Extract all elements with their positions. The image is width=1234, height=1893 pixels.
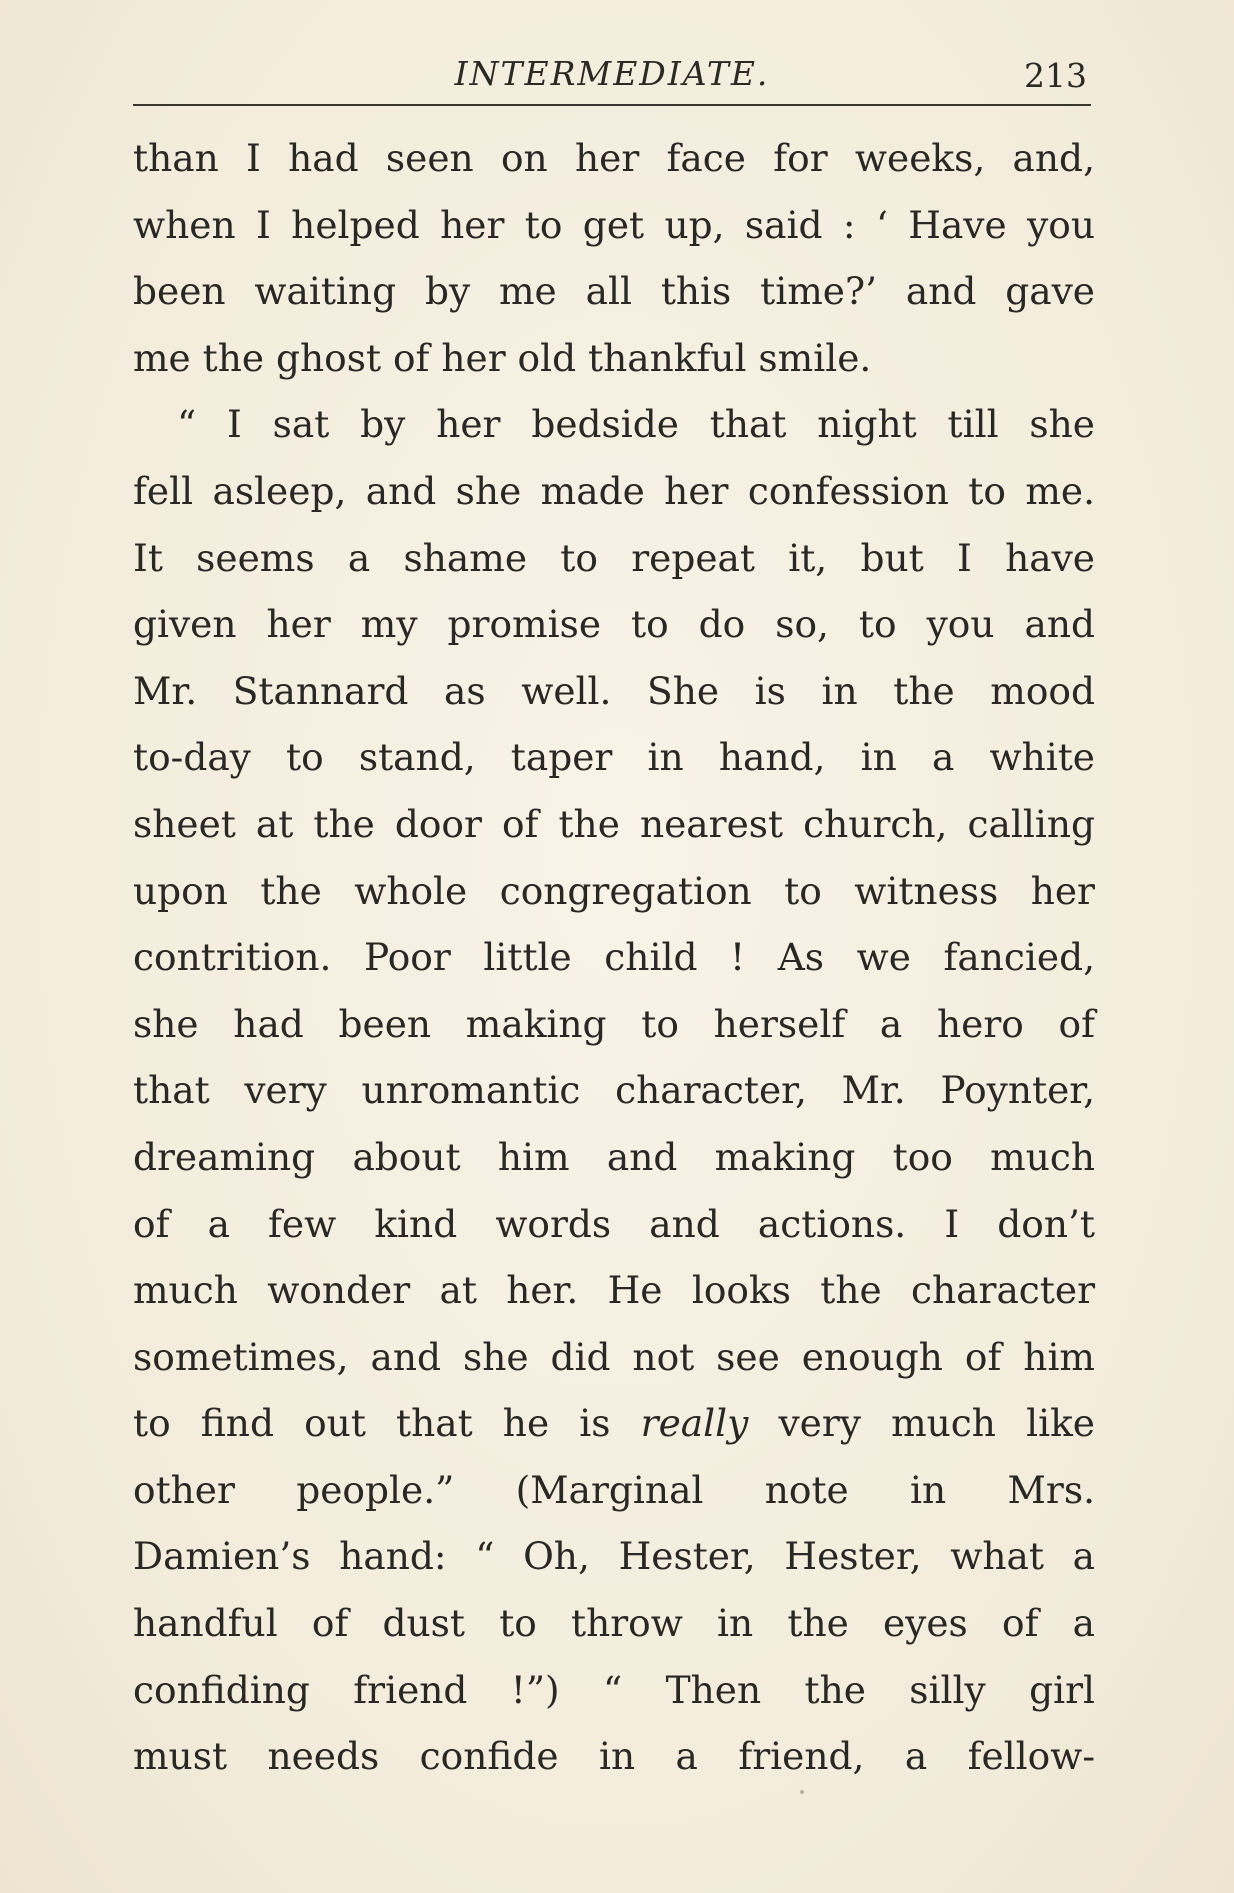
text-line: [133, 991, 1095, 1058]
text-line: [133, 525, 1095, 592]
text-line-segment: fell asleep, and she made her confession to me.: [133, 468, 1095, 513]
text-line: [133, 658, 1095, 725]
text-line: [133, 1523, 1095, 1590]
text-line-segment: she had been making to herself a hero of: [133, 1001, 1095, 1046]
text-line: [133, 258, 1095, 325]
text-line: [133, 858, 1095, 925]
text-line: [133, 125, 1095, 192]
text-line-segment: confiding friend !”) “ Then the silly girl: [133, 1667, 1095, 1712]
text-line-segment: of a few kind words and actions. I don’t: [133, 1201, 1095, 1246]
text-line-segment: “ I sat by her bedside that night till she: [177, 402, 1095, 447]
text-line-segment: very much like: [748, 1401, 1095, 1446]
text-line-segment: been waiting by me all this time?’ and gave: [133, 269, 1095, 314]
text-line-segment: dreaming about him and making too much: [133, 1134, 1095, 1179]
text-line-segment: Damien’s hand: “ Oh, Hester, Hester, what a: [133, 1534, 1095, 1579]
body-text: [133, 125, 1095, 1790]
text-line-segment: given her my promise to do so, to you and: [133, 602, 1095, 647]
paper-speck: [800, 1790, 804, 1794]
page-header: [133, 48, 1091, 108]
text-line: [133, 1057, 1095, 1124]
text-line: [133, 924, 1095, 991]
text-line: [133, 391, 1095, 458]
text-line: [133, 1457, 1095, 1524]
text-line-segment: contrition. Poor little child ! As we fancied,: [133, 935, 1095, 980]
text-line: [133, 325, 1095, 392]
text-line-segment: Mr. Stannard as well. She is in the mood: [133, 668, 1095, 713]
header-rule: [133, 104, 1091, 106]
page-number: 213: [1024, 56, 1087, 95]
text-line: [133, 1257, 1095, 1324]
text-line-segment: than I had seen on her face for weeks, and,: [133, 136, 1095, 180]
text-line: [133, 1124, 1095, 1191]
text-line-segment: must needs confide in a friend, a fellow-: [133, 1734, 1095, 1779]
text-line: [133, 192, 1095, 259]
text-line-segment: other people.” (Marginal note in Mrs.: [133, 1467, 1095, 1512]
text-line: [133, 1723, 1095, 1790]
text-line-segment: handful of dust to throw in the eyes of a: [133, 1601, 1095, 1646]
text-line: [133, 724, 1095, 791]
text-line: [133, 1324, 1095, 1391]
text-line-segment: It seems a shame to repeat it, but I have: [133, 535, 1095, 580]
text-line: [133, 1390, 1095, 1457]
text-line-segment: much wonder at her. He looks the character: [133, 1268, 1095, 1313]
text-line-segment: to find out that he is: [133, 1401, 611, 1446]
text-line-segment: to-day to stand, taper in hand, in a white: [133, 735, 1095, 780]
text-line-segment: upon the whole congregation to witness her: [133, 868, 1095, 913]
text-line: [133, 591, 1095, 658]
text-line: [133, 1657, 1095, 1724]
text-line-segment: that very unromantic character, Mr. Poynter,: [133, 1068, 1095, 1113]
text-line-segment: me the ghost of her old thankful smile.: [133, 335, 872, 380]
emphasized-word: really: [640, 1401, 749, 1446]
text-line: [133, 1191, 1095, 1258]
running-title: INTERMEDIATE.: [454, 54, 770, 93]
text-line: [133, 791, 1095, 858]
text-line: [133, 1590, 1095, 1657]
text-line-segment: sheet at the door of the nearest church, calling: [133, 801, 1095, 846]
text-line: [133, 458, 1095, 525]
text-line-segment: sometimes, and she did not see enough of him: [133, 1334, 1095, 1379]
text-line-segment: when I helped her to get up, said : ‘ Have you: [133, 202, 1095, 247]
